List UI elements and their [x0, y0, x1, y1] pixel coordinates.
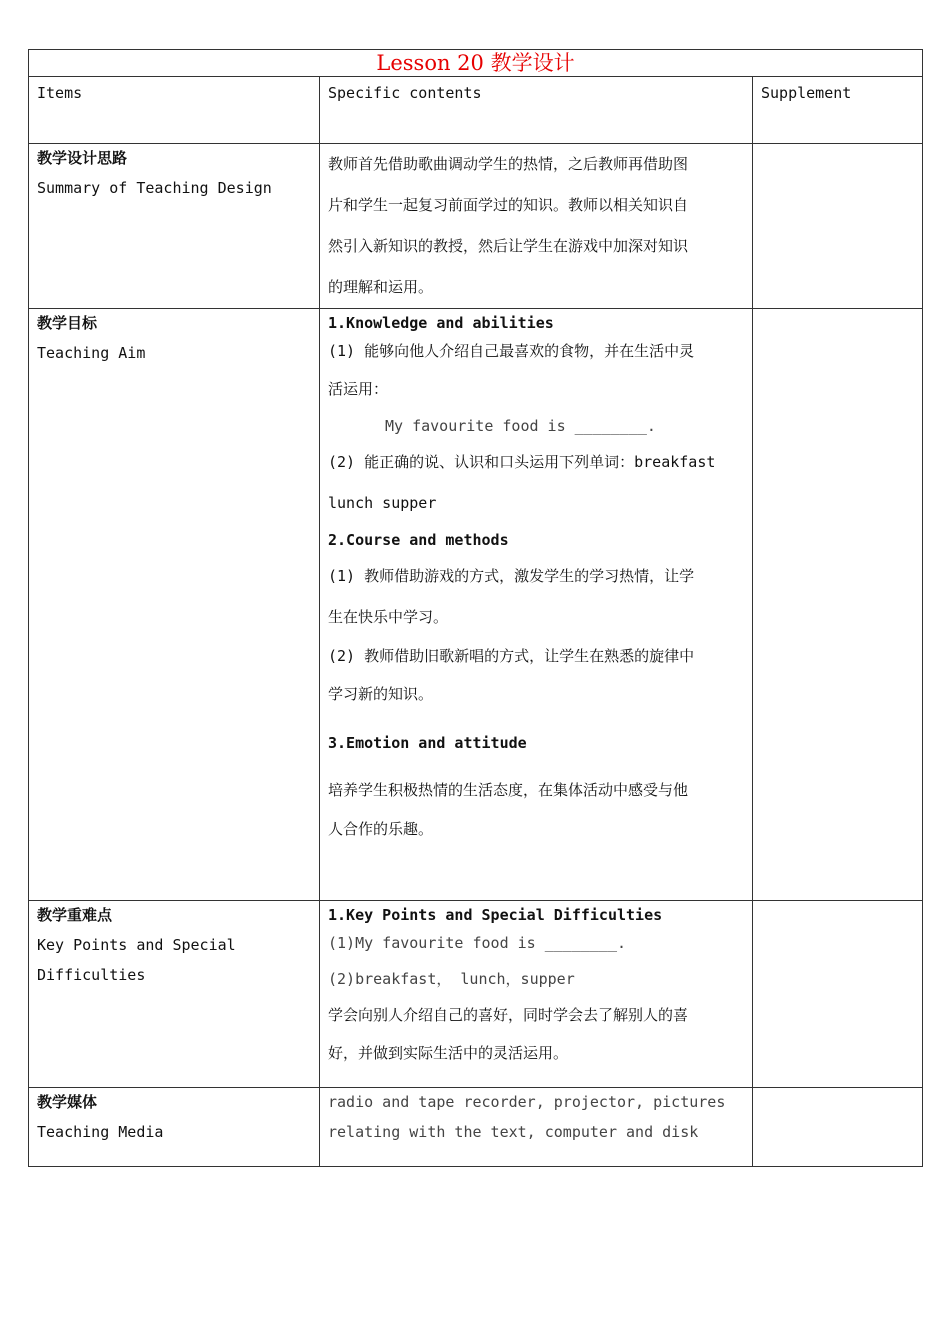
row-aim	[29, 309, 923, 901]
aim-line: 人合作的乐趣。	[328, 820, 434, 838]
aim-supplement	[753, 309, 923, 901]
aim-line: My favourite food is ________.	[385, 417, 656, 435]
aim-line: (2) 教师借助旧歌新唱的方式，让学生在熟悉的旋律中	[328, 647, 695, 665]
aim-line: (2) 能正确的说、认识和口头运用下列单词：breakfast	[328, 453, 716, 471]
aim-line: (1) 能够向他人介绍自己最喜欢的食物，并在生活中灵	[328, 342, 695, 360]
aim-heading-emotion: 3.Emotion and attitude	[328, 734, 527, 752]
row-summary	[29, 144, 923, 309]
aim-content	[320, 309, 753, 901]
header-supplement	[753, 77, 923, 144]
lesson-plan-table	[28, 49, 923, 1167]
aim-line: 培养学生积极热情的生活态度，在集体活动中感受与他	[328, 781, 689, 799]
header-supplement-label: Supplement	[761, 84, 852, 102]
summary-content	[320, 144, 753, 309]
aim-item	[29, 309, 320, 901]
header-contents-label: Specific contents	[328, 84, 482, 102]
aim-item-cn: 教学目标	[37, 314, 98, 332]
row-key-points	[29, 901, 923, 1088]
header-contents	[320, 77, 753, 144]
summary-supplement	[753, 144, 923, 309]
key-supplement	[753, 901, 923, 1088]
row-media	[29, 1088, 923, 1167]
media-content	[320, 1088, 753, 1167]
key-item-en: Key Points and Special	[37, 936, 236, 954]
key-item-cn: 教学重难点	[37, 906, 113, 924]
aim-heading-knowledge: 1.Knowledge and abilities	[328, 314, 554, 332]
aim-item-en: Teaching Aim	[37, 344, 146, 362]
page-title: Lesson 20 教学设计	[376, 51, 575, 75]
key-content	[320, 901, 753, 1088]
media-item	[29, 1088, 320, 1167]
summary-line: 教师首先借助歌曲调动学生的热情，之后教师再借助图	[328, 155, 689, 173]
key-line: 好，并做到实际生活中的灵活运用。	[328, 1044, 569, 1062]
summary-item-cn: 教学设计思路	[37, 149, 128, 167]
key-heading: 1.Key Points and Special Difficulties	[328, 906, 663, 924]
header-row	[29, 77, 923, 144]
media-line: radio and tape recorder, projector, pictures	[328, 1093, 726, 1111]
aim-line: 学习新的知识。	[328, 685, 434, 703]
aim-line: lunch supper	[328, 494, 437, 512]
media-item-en: Teaching Media	[37, 1123, 164, 1141]
key-item	[29, 901, 320, 1088]
summary-line: 的理解和运用。	[328, 278, 434, 296]
header-items-label: Items	[37, 84, 83, 102]
media-item-cn: 教学媒体	[37, 1093, 98, 1111]
aim-line: 活运用：	[328, 380, 389, 398]
summary-line: 然引入新知识的教授，然后让学生在游戏中加深对知识	[328, 237, 689, 255]
media-supplement	[753, 1088, 923, 1167]
title-row	[29, 50, 923, 77]
key-line: (1)My favourite food is ________.	[328, 934, 627, 952]
key-line: (2)breakfast， lunch，supper	[328, 970, 575, 988]
header-items	[29, 77, 320, 144]
aim-heading-course: 2.Course and methods	[328, 531, 509, 549]
summary-line: 片和学生一起复习前面学过的知识。教师以相关知识自	[328, 196, 689, 214]
key-line: 学会向别人介绍自己的喜好，同时学会去了解别人的喜	[328, 1006, 689, 1024]
media-line: relating with the text, computer and disk	[328, 1123, 699, 1141]
summary-item-en: Summary of Teaching Design	[37, 179, 272, 197]
aim-line: (1) 教师借助游戏的方式，激发学生的学习热情，让学	[328, 567, 695, 585]
title-cell	[29, 50, 923, 77]
key-item-en: Difficulties	[37, 966, 146, 984]
aim-line: 生在快乐中学习。	[328, 608, 449, 626]
summary-item	[29, 144, 320, 309]
